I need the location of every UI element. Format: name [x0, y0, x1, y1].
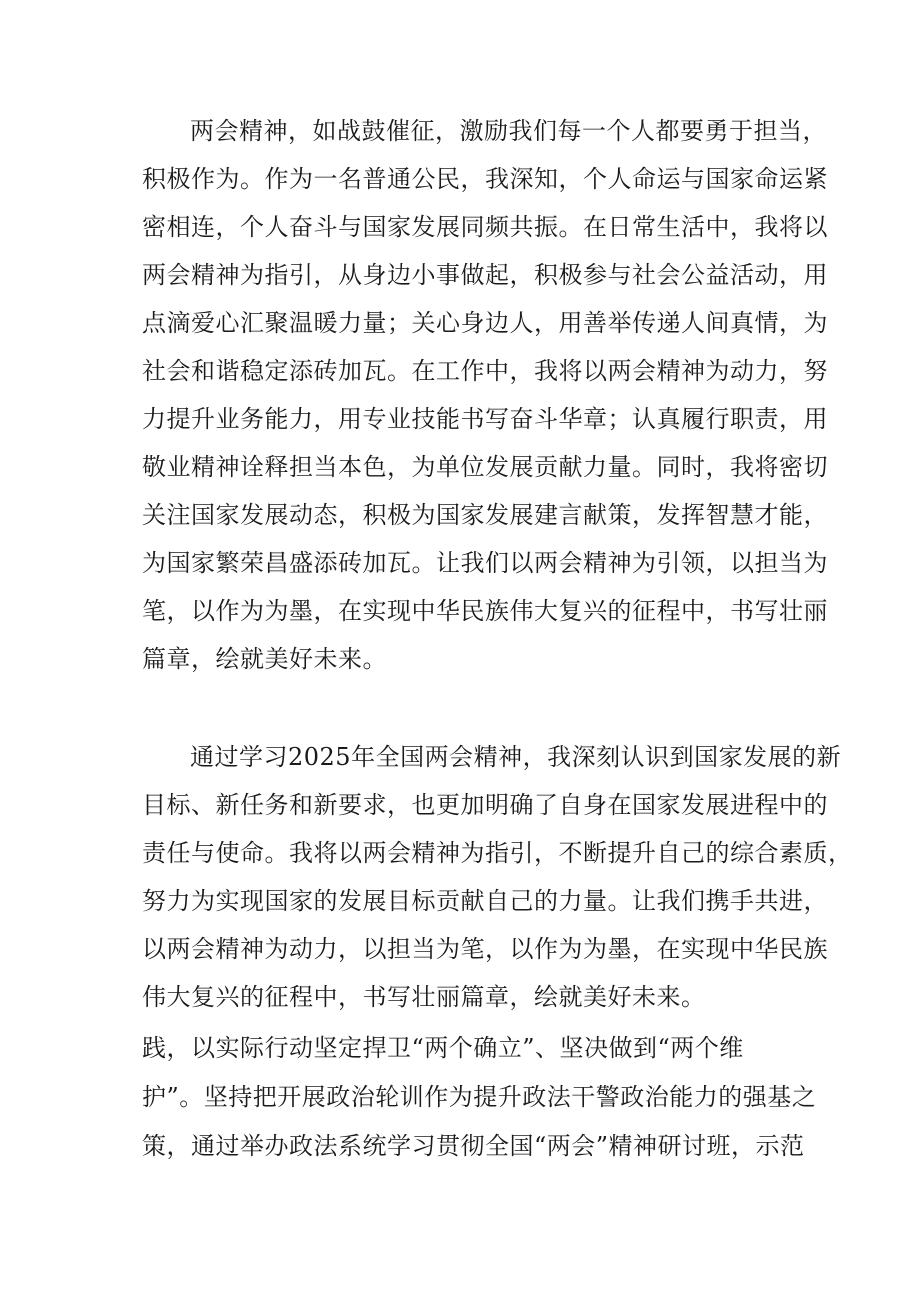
paragraph-1-line-6: 社会和谐稳定添砖加瓦。在工作中，我将以两会精神为动力，努 — [142, 357, 828, 385]
paragraph-2-line-4: 努力为实现国家的发展目标贡献自己的力量。让我们携手共进， — [142, 887, 828, 915]
paragraph-2-line-3: 责任与使命。我将以两会精神为指引，不断提升自己的综合素质， — [142, 839, 853, 867]
paragraph-2-line-5: 以两会精神为动力，以担当为笔，以作为为墨，在实现中华民族 — [142, 935, 828, 963]
paragraph-3-line-3: 策，通过举办政法系统学习贯彻全国“两会”精神研讨班，示范 — [142, 1132, 805, 1160]
paragraph-2-line-6: 伟大复兴的征程中，书写壮丽篇章，绘就美好未来。 — [142, 983, 706, 1011]
paragraph-1-line-5: 点滴爱心汇聚温暖力量；关心身边人，用善举传递人间真情，为 — [142, 309, 828, 337]
paragraph-1-line-8: 敬业精神诠释担当本色，为单位发展贡献力量。同时，我将密切 — [142, 453, 828, 481]
paragraph-2-line-2: 目标、新任务和新要求，也更加明确了自身在国家发展进程中的 — [142, 791, 828, 819]
paragraph-1-line-9: 关注国家发展动态，积极为国家发展建言献策，发挥智慧才能， — [142, 501, 828, 529]
paragraph-1-line-10: 为国家繁荣昌盛添砖加瓦。让我们以两会精神为引领，以担当为 — [142, 549, 828, 577]
paragraph-3-line-1: 践，以实际行动坚定捍卫“两个确立”、坚决做到“两个维 — [142, 1034, 744, 1062]
paragraph-1-line-4: 两会精神为指引，从身边小事做起，积极参与社会公益活动，用 — [142, 261, 828, 289]
paragraph-1-line-1: 两会精神，如战鼓催征，激励我们每一个人都要勇于担当， — [190, 117, 827, 145]
paragraph-1-line-12: 篇章，绘就美好未来。 — [142, 645, 387, 673]
paragraph-3-line-2: 护”。坚持把开展政治轮训作为提升政法干警政治能力的强基之 — [142, 1083, 817, 1111]
paragraph-1-line-3: 密相连，个人奋斗与国家发展同频共振。在日常生活中，我将以 — [142, 213, 828, 241]
paragraph-1-line-11: 笔，以作为为墨，在实现中华民族伟大复兴的征程中，书写壮丽 — [142, 597, 828, 625]
paragraph-1-line-7: 力提升业务能力，用专业技能书写奋斗华章；认真履行职责，用 — [142, 405, 828, 433]
paragraph-1-line-2: 积极作为。作为一名普通公民，我深知，个人命运与国家命运紧 — [142, 165, 828, 193]
paragraph-2-line-1: 通过学习2025年全国两会精神，我深刻认识到国家发展的新 — [190, 743, 842, 771]
